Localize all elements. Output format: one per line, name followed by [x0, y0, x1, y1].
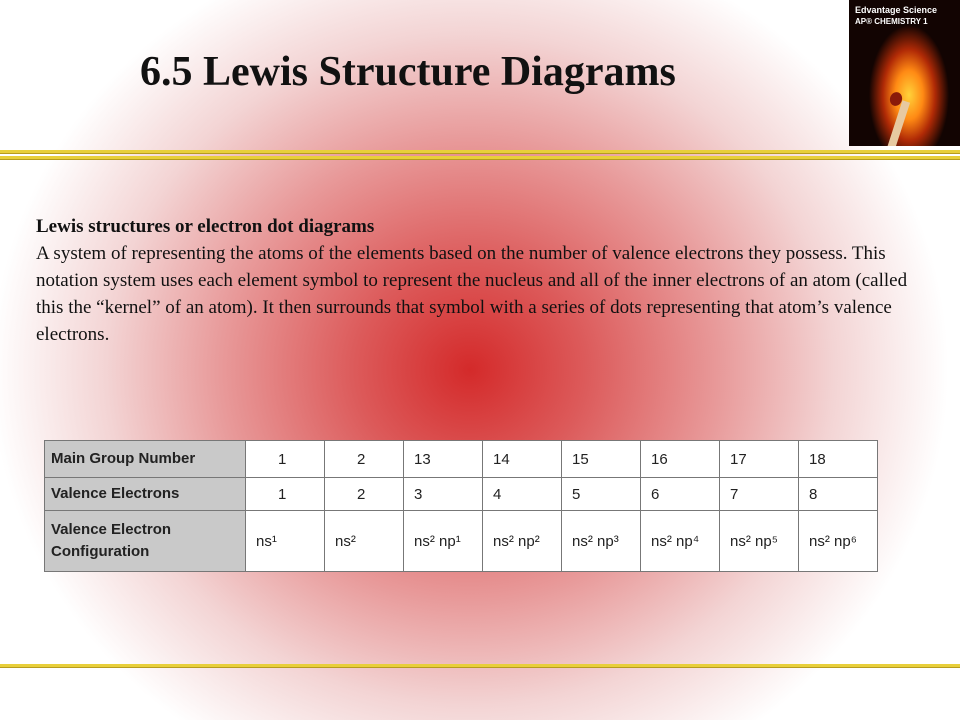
- book-title-label: AP® CHEMISTRY 1: [855, 17, 928, 26]
- definition-heading: Lewis structures or electron dot diagrams: [36, 216, 375, 237]
- row-header: Valence Electrons: [45, 478, 246, 511]
- table-cell: ns² np⁵: [720, 511, 799, 572]
- valence-electron-table: [44, 440, 878, 572]
- slide-title: 6.5 Lewis Structure Diagrams: [140, 49, 676, 95]
- table-row-valence-electrons: [45, 478, 878, 511]
- table-cell: ns² np²: [483, 511, 562, 572]
- definition-text: [36, 213, 936, 348]
- table-cell: 14: [483, 441, 562, 478]
- table-cell: 13: [404, 441, 483, 478]
- top-divider-1: [0, 150, 960, 153]
- row-header: Main Group Number: [45, 441, 246, 478]
- table-cell: 5: [562, 478, 641, 511]
- match-stick: [884, 100, 910, 146]
- table-cell: 6: [641, 478, 720, 511]
- table-cell: ns² np¹: [404, 511, 483, 572]
- table-cell: 4: [483, 478, 562, 511]
- table-cell: ns²: [325, 511, 404, 572]
- table-cell: 3: [404, 478, 483, 511]
- table-row-configuration: [45, 511, 878, 572]
- row-header: Valence Electron Configuration: [45, 511, 246, 572]
- table-row-group-number: [45, 441, 878, 478]
- book-series-label: Edvantage Science: [855, 5, 938, 15]
- table-cell: 7: [720, 478, 799, 511]
- table-cell: 15: [562, 441, 641, 478]
- table-cell: 2: [325, 441, 404, 478]
- bottom-divider: [0, 664, 960, 667]
- table-cell: 16: [641, 441, 720, 478]
- table-cell: 2: [325, 478, 404, 511]
- table-cell: 8: [799, 478, 878, 511]
- table-cell: ns² np⁶: [799, 511, 878, 572]
- table-cell: ns² np⁴: [641, 511, 720, 572]
- table-cell: 1: [246, 478, 325, 511]
- table-cell: ns¹: [246, 511, 325, 572]
- table-cell: 1: [246, 441, 325, 478]
- table-cell: 17: [720, 441, 799, 478]
- table-cell: ns² np³: [562, 511, 641, 572]
- book-cover-image: [849, 0, 960, 146]
- top-divider-2: [0, 156, 960, 159]
- table-cell: 18: [799, 441, 878, 478]
- definition-paragraph: A system of representing the atoms of the elements based on the number of valence electrons they possess. This notation system uses each element symbol to represent the nucleus and all of the inner electrons of an atom (called this the “kernel” of an atom). It then surrounds that symbol with a series of dots representing that atom’s valence electrons.: [36, 243, 908, 345]
